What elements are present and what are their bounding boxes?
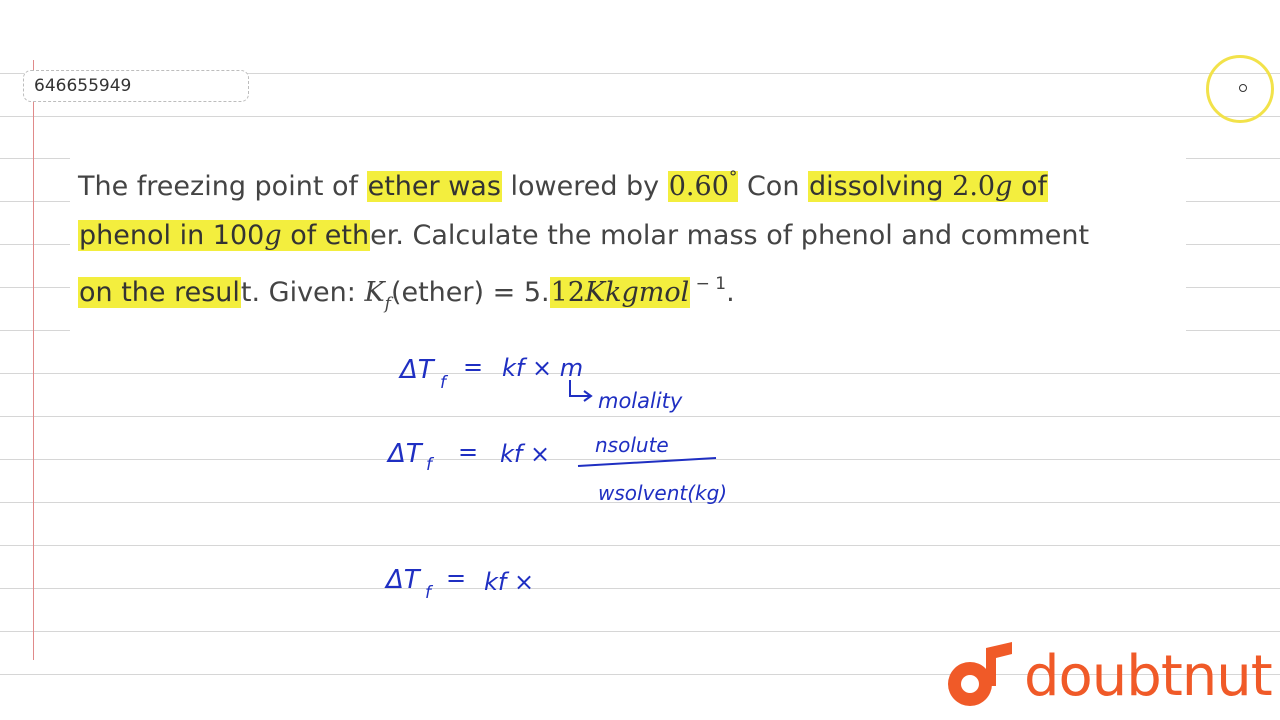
- hw-kf-times: kf ×: [500, 440, 551, 468]
- text-run: (ether) = 5.: [390, 277, 550, 308]
- hw-delta-t: ΔT: [386, 565, 420, 595]
- doubtnut-logo[interactable]: [940, 640, 1272, 712]
- text-run: of eth: [281, 220, 370, 251]
- hw-fraction-bar: [578, 458, 716, 466]
- f-subscript: f: [384, 294, 391, 314]
- text-run: .: [726, 277, 735, 308]
- hw-delta-t: ΔT: [400, 355, 434, 385]
- hw-molality-note: molality: [598, 389, 683, 413]
- hw-kf-times-m: kf × m: [502, 354, 584, 382]
- text-run: Con: [738, 171, 809, 202]
- text-run: er. Calculate the molar mass of phenol and comment: [370, 220, 1090, 251]
- text-run: The freezing point of: [78, 171, 367, 202]
- hw-subscript: f: [426, 455, 432, 475]
- unit-text: g: [264, 220, 282, 251]
- k-letter: K: [364, 277, 385, 308]
- text-run: phenol in 100: [79, 220, 265, 251]
- text-run: lowered by: [501, 171, 668, 202]
- value-text: 2.0: [952, 171, 996, 202]
- exponent-text: − 1: [690, 274, 727, 294]
- question-id-text: 646655949: [34, 76, 132, 96]
- unit-text: Kkgmol: [584, 277, 690, 308]
- hw-equals: =: [463, 353, 484, 381]
- unit-text: g: [995, 171, 1013, 202]
- degree-symbol: °: [728, 168, 738, 188]
- hw-equals: =: [458, 438, 479, 466]
- doubtnut-d-icon: [940, 640, 1016, 712]
- highlighted-text: ether was: [367, 171, 501, 202]
- text-run: of: [1012, 171, 1047, 202]
- hw-subscript: f: [440, 373, 446, 393]
- value-text: 0.60: [668, 171, 729, 202]
- hw-equals: =: [446, 564, 467, 592]
- text-run: t. Given:: [240, 277, 365, 308]
- highlighted-text: on the resul: [79, 277, 240, 308]
- hw-denominator: wsolvent(kg): [598, 481, 728, 505]
- value-text: 12: [550, 277, 585, 308]
- text-run: dissolving: [809, 171, 953, 202]
- hw-kf-times: kf ×: [484, 568, 535, 596]
- hw-delta-t: ΔT: [388, 439, 422, 469]
- hw-numerator: nsolute: [595, 433, 669, 457]
- doubtnut-wordmark: doubtnut: [1024, 643, 1272, 709]
- hw-subscript: f: [425, 583, 431, 603]
